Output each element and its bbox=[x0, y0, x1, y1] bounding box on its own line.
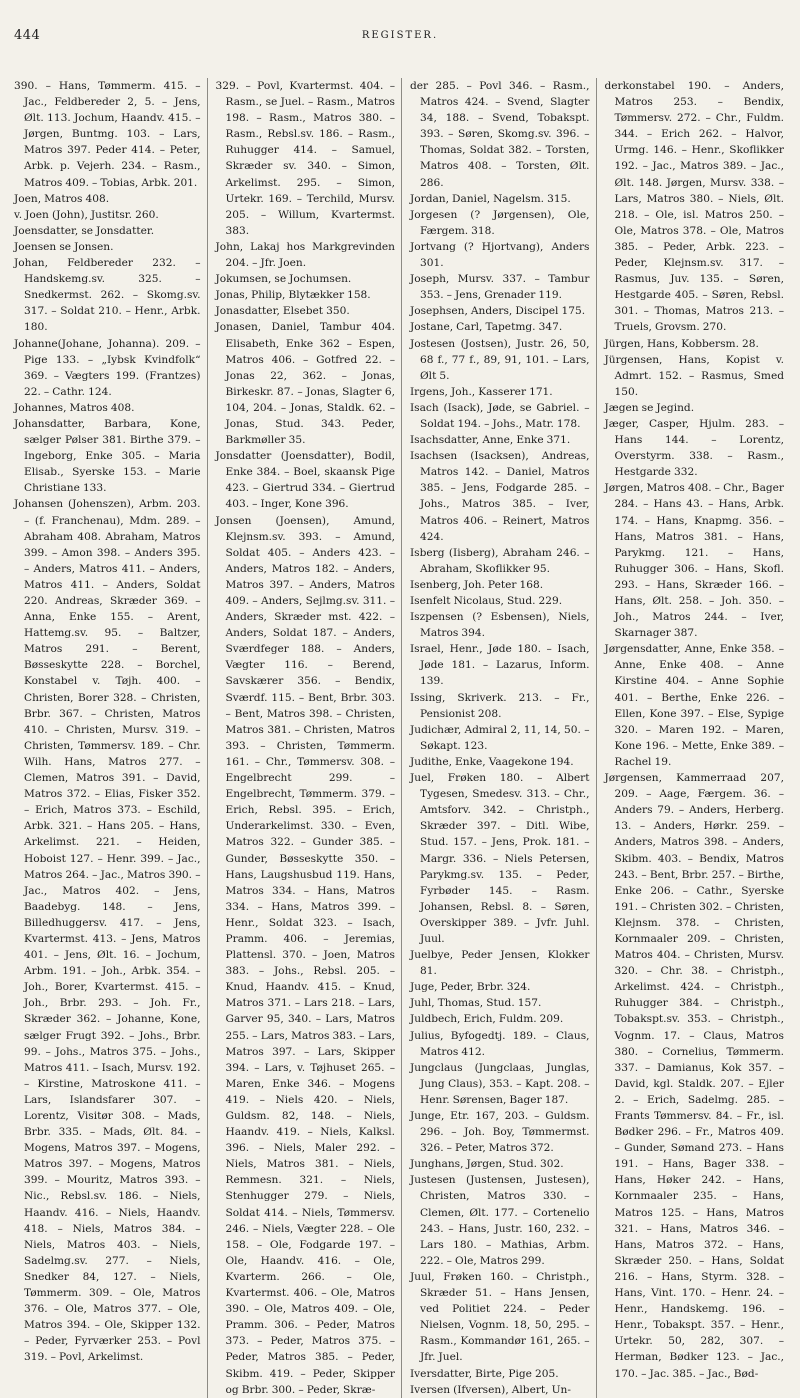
index-column-3 bbox=[401, 78, 596, 1398]
page-header bbox=[10, 28, 790, 48]
index-entry: Jægen se Jegind. bbox=[604, 401, 695, 414]
index-entry: Juelbye, Peder Jensen, Klokker 81. bbox=[410, 949, 590, 978]
running-title: REGISTER. bbox=[361, 30, 439, 41]
column-4-entries bbox=[605, 78, 785, 1382]
index-entry: v. Joen (John), Justitsr. 260. bbox=[14, 208, 159, 221]
index-entry: Jonasdatter, Elsebet 350. bbox=[215, 305, 350, 318]
index-entry: Jordan, Daniel, Nagelsm. 315. bbox=[410, 192, 571, 205]
column-3-entries bbox=[410, 78, 590, 1398]
index-entry: Jørgensdatter, Anne, Enke 358. – Anne, Enke 408. – Anne Kirstine 404. – Anne Sophie 401. – Berthe, Enke 226. – Ellen, Kone 397. – Else, Sypige 320. – Maren 192. – Maren, Kone 196. – Mette, Enke 389. – Rachel 19. bbox=[604, 643, 784, 768]
index-entry: Iversdatter, Birte, Pige 205. bbox=[410, 1367, 559, 1380]
index-entry: Isachsdatter, Anne, Enke 371. bbox=[410, 434, 571, 447]
index-entry: Jungclaus (Jungclaas, Junglas, Jung Claus), 353. – Kapt. 208. – Henr. Sørensen, Bager 187. bbox=[410, 1061, 590, 1106]
index-entry: Joseph, Mursv. 337. – Tambur 353. – Jens, Grenader 119. bbox=[410, 273, 590, 302]
index-entry: Jostesen (Jostsen), Justr. 26, 50, 68 f., 77 f., 89, 91, 101. – Lars, Ølt 5. bbox=[410, 337, 590, 382]
index-column-4 bbox=[596, 78, 791, 1398]
index-entry: Israel, Henr., Jøde 180. – Isach, Jøde 181. – Lazarus, Inform. 139. bbox=[410, 643, 590, 688]
index-entry: Isberg (Iisberg), Abraham 246. – Abraham, Skoflikker 95. bbox=[410, 546, 590, 575]
index-entry: Johansen (Johenszen), Arbm. 203. – (f. Franchenau), Mdm. 289. – Abraham 408. Abraham, Matros 399. – Amon 398. – Anders 395. – Anders, Matros 411. – Anders, Matros 411. – Anders, Soldat 220. Andreas, Skræder 369. – Anna, Enke 155. – Arent, Hattemg.sv. 95. – Baltzer, Matros 291. – Berent, Bøsseskytte 228. – Borchel, Konstabel v. Tøjh. 400. – Christen, Borer 328. – Christen, Brbr. 367. – Christen, Matros 410. – Christen, Mursv. 319. – Christen, Tømmersv. 189. – Chr. Wilh. Hans, Matros 277. – Clemen, Matros 391. – David, Matros 372. – Elias, Fisker 352. – Erich, Matros 373. – Eschild, Arbk. 321. – Hans 205. – Hans, Arkelimst. 221. – Heiden, Hoboist 127. – Henr. 399. – Jac., Matros 264. – Jac., Matros 390. – Jac., Matros 402. – Jens, Baadebyg. 148. – Jens, Billedhuggersv. 417. – Jens, Kvartermst. 413. – Jens, Matros 401. – Jens, Ølt. 16. – Jochum, Arbm. 191. – Joh., Arbk. 354. – Joh., Borer, Kvartermst. 415. – Joh., Brbr. 293. – Joh. Fr., Skræder 362. – Johanne, Kone, sælger Frugt 392. – Johs., Brbr. 99. – Johs., Matros 375. – Johs., Matros 411. – Isach, Mursv. 192. – Kirstine, Matroskone 411. – Lars, Islandsfarer 307. – Lorentz, Visitør 308. – Mads, Brbr. 335. – Mads, Ølt. 84. – Mogens, Matros 397. – Mogens, Matros 397. – Mogens, Matros 399. – Mouritz, Matros 393. – Nic., Rebsl.sv. 186. – Niels, Haandv. 416. – Niels, Haandv. 418. – Niels, Matros 384. – Niels, Matros 403. – Niels, Sadelmg.sv. 277. – Niels, Snedker 84, 127. – Niels, Tømmerm. 309. – Ole, Matros 376. – Ole, Matros 377. – Ole, Matros 394. – Ole, Skipper 132. – Peder, Fyrværker 253. – Povl 319. – Povl, Arkelimst. bbox=[14, 498, 201, 1364]
index-entry: der 285. – Povl 346. – Rasm., Matros 424. – Svend, Slagter 34, 188. – Svend, Tobakspt. 393. – Søren, Skomg.sv. 396. – Thomas, Soldat 382. – Torsten, Matros 408. – Torsten, Ølt. 286. bbox=[410, 80, 590, 189]
index-entry: Jokumsen, se Jochumsen. bbox=[215, 273, 352, 286]
index-entry: Joen, Matros 408. bbox=[14, 192, 110, 205]
index-entry: Juge, Peder, Brbr. 324. bbox=[410, 981, 531, 994]
index-entry: Irgens, Joh., Kasserer 171. bbox=[410, 385, 553, 398]
index-entry: Joensdatter, se Jonsdatter. bbox=[14, 224, 155, 237]
index-entry: Juel, Frøken 180. – Albert Tygesen, Smedesv. 313. – Chr., Amtsforv. 342. – Christph., Skræder 397. – Ditl. Wibe, Stud. 157. – Jens, Prok. 181. – Margr. 336. – Niels Petersen, Parykmg.sv. 135. – Peder, Fyrbøder 145. – Rasm. Johansen, Rebsl. 8. – Søren, Overskipper 389. – Jvfr. Juhl. Juul. bbox=[410, 772, 590, 945]
index-entry: Isenberg, Joh. Peter 168. bbox=[410, 578, 544, 591]
index-entry: Jortvang (? Hjortvang), Anders 301. bbox=[410, 240, 590, 270]
index-column-2 bbox=[207, 78, 402, 1398]
index-entry: Jonas, Philip, Blytækker 158. bbox=[215, 289, 371, 302]
index-columns bbox=[12, 78, 790, 1396]
index-entry: Jæger, Casper, Hjulm. 283. – Hans 144. – Lorentz, Overstyrm. 338. – Rasm., Hestgarde 332. bbox=[604, 417, 784, 479]
index-entry: Issing, Skriverk. 213. – Fr., Pensionist 208. bbox=[410, 691, 590, 720]
index-entry: Iversen (Ifversen), Albert, Un- bbox=[410, 1383, 571, 1396]
index-entry: Juldbech, Erich, Fuldm. 209. bbox=[410, 1013, 564, 1026]
index-entry: Isenfelt Nicolaus, Stud. 229. bbox=[410, 595, 563, 607]
index-entry: Juhl, Thomas, Stud. 157. bbox=[410, 997, 542, 1010]
index-entry: Jonsen (Joensen), Amund, Klejnsm.sv. 393. – Amund, Soldat 405. – Anders 423. – Anders, Matros 182. – Anders, Matros 397. – Anders, Matros 409. – Anders, Sejlmg.sv. 311. – Anders, Skræder mst. 422. – Anders, Soldat 187. – Anders, Sværdfeger 188. – Anders, Vægter 116. – Berend, Savskærer 356. – Bendix, Sværdf. 115. – Bent, Brbr. 303. – Bent, Matros 398. – Christen, Matros 381. – Christen, Matros 393. – Christen, Tømmerm. 161. – Chr., Tømmersv. 308. – Engelbrecht 299. – Engelbrecht, Tømmerm. 379. – Erich, Rebsl. 395. – Erich, Underarkelimst. 330. – Even, Matros 322. – Gunder 385. – Gunder, Bøsseskytte 350. – Hans, Laugshusbud 119. Hans, Matros 334. – Hans, Matros 334. – Hans, Matros 399. – Henr., Soldat 323. – Isach, Pramm. 406. – Jeremias, Plattensl. 370. – Joen, Matros 383. – Johs., Rebsl. 205. – Knud, Haandv. 415. – Knud, Matros 371. – Lars 218. – Lars, Garver 95, 340. – Lars, Matros 255. – Lars, Matros 383. – Lars, Matros 397. – Lars, Skipper 394. – Lars, v. Tøjhuset 265. – Maren, Enke 346. – Mogens 419. – Niels 420. – Niels, Guldsm. 82, 148. – Niels, Haandv. 419. – Niels, Kalksl. 396. – Niels, Maler 292. – Niels, Matros 381. – Niels, Remmesn. 321. – Niels, Stenhugger 279. – Niels, Soldat 414. – Niels, Tømmersv. 246. – Niels, Vægter 228. – Ole 158. – Ole, Fodgarde 197. – Ole, Haandv. 416. – Ole, Kvarterm. 266. – Ole, Kvartermst. 406. – Ole, Matros 390. – Ole, Matros 409. – Ole, Pramm. 306. – Peder, Matros 373. – Peder, Matros 375. – Peder, Matros 385. – Peder, Skibm. 419. – Peder, Skipper og Brbr. 300. – Peder, Skræ- bbox=[215, 514, 395, 1396]
index-entry: Judichær, Admiral 2, 11, 14, 50. – Søkapt. 123. bbox=[410, 723, 590, 752]
index-entry: Isach (Isack), Jøde, se Gabriel. – Soldat 194. – Johs., Matr. 178. bbox=[410, 401, 590, 430]
column-1-entries bbox=[14, 78, 201, 1366]
index-entry: Joensen se Jonsen. bbox=[14, 240, 114, 253]
page-number: 444 bbox=[14, 28, 41, 43]
index-entry: Juul, Frøken 160. – Christph., Skræder 51. – Hans Jensen, ved Politiet 224. – Peder Nielsen, Vognm. 18, 50, 295. – Rasm., Kommandør 161, 265. – Jfr. Juel. bbox=[410, 1270, 590, 1364]
index-entry: 329. – Povl, Kvartermst. 404. – Rasm., se Juel. – Rasm., Matros 198. – Rasm., Matros 380. – Rasm., Rebsl.sv. 186. – Rasm., Ruhugger 414. – Samuel, Skræder sv. 340. – Simon, Arkelimst. 295. – Simon, Urtekr. 169. – Terchild, Mursv. 205. – Willum, Kvartermst. 383. bbox=[215, 80, 395, 237]
index-entry: Jonsdatter (Joensdatter), Bodil, Enke 384. – Boel, skaansk Pige 423. – Giertrud 334. – Giertrud 403. – Inger, Kone 396. bbox=[215, 450, 395, 511]
index-entry: Jürgensen, Hans, Kopist v. Admrt. 152. – Rasmus, Smed 150. bbox=[604, 353, 784, 398]
index-entry: derkonstabel 190. – Anders, Matros 253. – Bendix, Tømmersv. 272. – Chr., Fuldm. 344. – Erich 262. – Halvor, Urmg. 146. – Henr., Skoflikker 192. – Jac., Matros 389. – Jac., Ølt. 148. Jørgen, Mursv. 338. – Lars, Matros 380. – Niels, Ølt. 218. – Ole, isl. Matros 250. – Ole, Matros 378. – Ole, Matros 385. – Peder, Arbk. 223. – Peder, Klejnsm.sv. 317. – Rasmus, Juv. 135. – Søren, Hestgarde 405. – Søren, Rebsl. 301. – Thomas, Matros 213. – Truels, Grovsm. 270. bbox=[604, 80, 784, 334]
index-entry: John, Lakaj hos Markgrevinden 204. – Jfr. Joen. bbox=[215, 240, 395, 270]
index-entry: Justesen (Justensen, Justesen), Christen, Matros 330. – Clemen, Ølt. 177. – Cortenelio 243. – Hans, Justr. 160, 232. – Lars 180. – Mathias, Arbm. 222. – Ole, Matros 299. bbox=[410, 1174, 590, 1267]
index-entry: Johan, Feldbereder 232. – Handskemg.sv. 325. – Snedkermst. 262. – Skomg.sv. 317. – Soldat 210. – Henr., Arbk. 180. bbox=[14, 257, 201, 334]
index-entry: Jorgesen (? Jørgensen), Ole, Færgem. 318. bbox=[410, 208, 590, 237]
index-entry: Johansdatter, Barbara, Kone, sælger Pølser 381. Birthe 379. – Ingeborg, Enke 305. – Maria Elisab., Syerske 153. – Marie Christiane 133. bbox=[14, 417, 201, 495]
index-column-1 bbox=[12, 78, 207, 1398]
index-entry: Isachsen (Isacksen), Andreas, Matros 142. – Daniel, Matros 385. – Jens, Fodgarde 285. – Johs., Matros 385. – Iver, Matros 406. – Reinert, Matros 424. bbox=[410, 450, 590, 543]
index-entry: Iszpensen (? Esbensen), Niels, Matros 394. bbox=[410, 611, 590, 640]
index-entry: Johannes, Matros 408. bbox=[14, 401, 135, 414]
index-entry: Jørgen, Matros 408. – Chr., Bager 284. – Hans 43. – Hans, Arbk. 174. – Hans, Knapmg. 356. – Hans, Matros 381. – Hans, Parykmg. 121. – Hans, Ruhugger 306. – Hans, Skofl. 293. – Hans, Skræder 166. – Hans, Ølt. 258. – Joh. 350. – Joh., Matros 244. – Iver, Skarnager 387. bbox=[604, 482, 784, 640]
index-entry: Judithe, Enke, Vaagekone 194. bbox=[410, 755, 574, 768]
index-entry: Josephsen, Anders, Discipel 175. bbox=[410, 305, 586, 318]
index-entry: Junghans, Jørgen, Stud. 302. bbox=[410, 1158, 564, 1171]
index-entry: Junge, Etr. 167, 203. – Guldsm. 296. – Joh. Boy, Tømmermst. 326. – Peter, Matros 372. bbox=[410, 1110, 590, 1155]
index-entry: Jostane, Carl, Tapetmg. 347. bbox=[410, 321, 563, 334]
index-entry: 390. – Hans, Tømmerm. 415. – Jac., Feldbereder 2, 5. – Jens, Ølt. 113. Jochum, Haandv. 415. – Jørgen, Buntmg. 103. – Lars, Matros 397. Peder 414. – Peter, Arbk. p. Vejerh. 234. – Rasm., Matros 409. – Tobias, Arbk. 201. bbox=[14, 80, 201, 189]
index-entry: Jørgensen, Kammerraad 207, 209. – Aage, Færgem. 36. – Anders 79. – Anders, Herberg. 13. – Anders, Hørkr. 259. – Anders, Matros 398. – Anders, Skibm. 403. – Bendix, Matros 243. – Bent, Brbr. 257. – Birthe, Enke 206. – Cathr., Syerske 191. – Christen 302. – Christen, Klejnsm. 378. – Christen, Kornmaaler 209. – Christen, Matros 404. – Christen, Mursv. 320. – Chr. 38. – Christph., Arkelimst. 424. – Christph., Ruhugger 384. – Christph., Tobakspt.sv. 353. – Christph., Vognm. 17. – Claus, Matros 380. – Cornelius, Tømmerm. 337. – Damianus, Kok 357. – David, kgl. Staldk. 207. – Ejler 2. – Erich, Sadelmg. 285. – Frants Tømmersv. 84. – Fr., isl. Bødker 296. – Fr., Matros 409. – Gunder, Sømand 273. – Hans 191. – Hans, Bager 338. – Hans, Høker 242. – Hans, Kornmaaler 235. – Hans, Matros 125. – Hans, Matros 321. – Hans, Matros 346. – Hans, Matros 372. – Hans, Skræder 250. – Hans, Soldat 216. – Hans, Styrm. 328. – Hans, Vint. 170. – Henr. 24. – Henr., Handskemg. 196. – Henr., Tobakspt. 357. – Henr., Urtekr. 50, 282, 307. – Herman, Bødker 123. – Jac., 170. – Jac. 385. – Jac., Bød- bbox=[604, 772, 784, 1380]
index-entry: Jonasen, Daniel, Tambur 404. Elisabeth, Enke 362 – Espen, Matros 406. – Gotfred 22. – Jonas 22, 362. – Jonas, Birkeskr. 87. – Jonas, Slagter 6, 104, 204. – Jonas, Staldk. 62. – Jonas, Stud. 343. Peder, Barkmøller 35. bbox=[215, 321, 395, 447]
index-entry: Julius, Byfogedtj. 189. – Claus, Matros 412. bbox=[410, 1029, 590, 1058]
index-entry: Jürgen, Hans, Kobbersm. 28. bbox=[604, 337, 759, 350]
index-entry: Johanne(Johane, Johanna). 209. – Pige 133. – „Iybsk Kvindfolk“ 369. – Vægters 199. (Frantzes) 22. – Cathr. 124. bbox=[14, 337, 201, 398]
column-2-entries bbox=[216, 78, 396, 1398]
